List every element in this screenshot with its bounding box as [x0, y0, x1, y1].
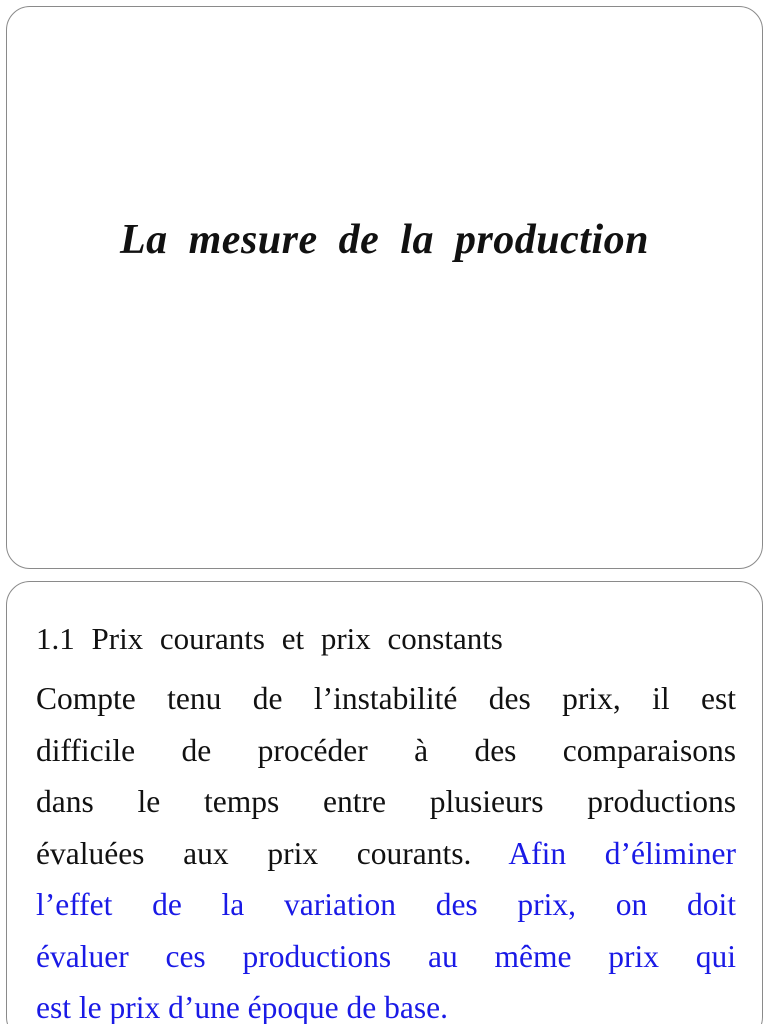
paragraph-line — [36, 673, 736, 725]
paragraph-line — [36, 725, 736, 777]
text-segment: évaluées aux prix courants. — [36, 835, 509, 871]
paragraph-line-highlighted — [36, 879, 736, 931]
paragraph-line-highlighted — [36, 982, 736, 1024]
paragraph-line — [36, 776, 736, 828]
text-segment: dans le temps entre plusieurs productions — [36, 784, 736, 819]
paragraph-line-highlighted — [36, 931, 736, 983]
slide-title: La mesure de la production — [119, 217, 649, 263]
text-segment: Compte tenu de l’instabilité des prix, il est — [36, 681, 736, 716]
highlighted-text-segment: évaluer ces productions au même prix qui — [36, 938, 736, 974]
slide-title-card — [6, 6, 763, 569]
paragraph-line — [36, 828, 736, 880]
text-segment: difficile de procéder à des comparaisons — [36, 732, 736, 768]
highlighted-text-segment: l’effet de la variation des prix, on doit — [36, 887, 736, 922]
body-paragraph — [36, 673, 736, 1024]
slide-content-card — [6, 581, 763, 1024]
highlighted-text-segment: est le prix d’une époque de base. — [36, 990, 448, 1024]
section-heading: 1.1 Prix courants et prix constants — [36, 621, 503, 656]
highlighted-text-segment: Afin d’éliminer — [508, 835, 736, 871]
